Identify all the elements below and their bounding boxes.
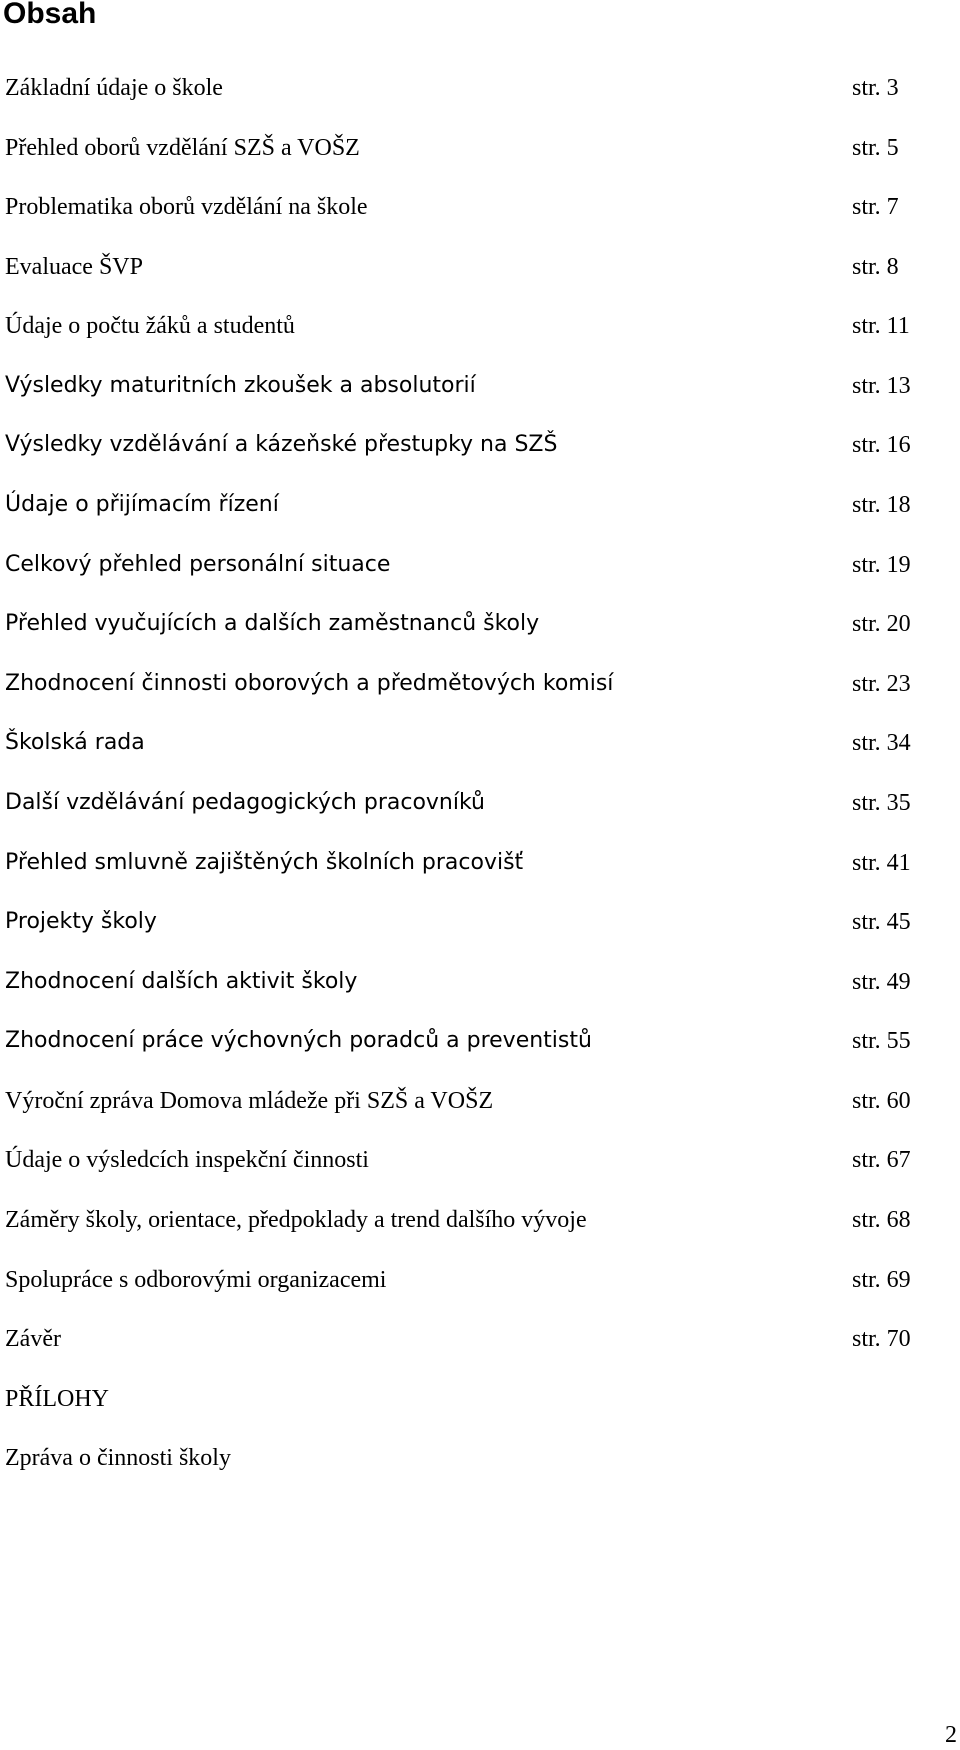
page-number: 2 — [945, 1722, 957, 1748]
toc-entry-title: Celkový přehled personální situace — [5, 552, 391, 577]
toc-entry[interactable] — [5, 366, 945, 406]
toc-entry-title: Přehled oborů vzdělání SZŠ a VOŠZ — [5, 135, 360, 161]
toc-entry-page: str. 8 — [852, 254, 899, 280]
toc-entry-page: str. 68 — [852, 1207, 911, 1233]
toc-entry-title: Evaluace ŠVP — [5, 254, 143, 280]
toc-entry[interactable] — [5, 425, 945, 465]
toc-entry[interactable] — [5, 1200, 945, 1240]
toc-entry-title: Výroční zpráva Domova mládeže při SZŠ a VOŠZ — [5, 1088, 494, 1114]
toc-entry[interactable] — [5, 843, 945, 883]
toc-entry[interactable] — [5, 68, 945, 108]
toc-entry-title: Závěr — [5, 1326, 61, 1352]
toc-entry[interactable] — [5, 902, 945, 942]
toc-entry[interactable] — [5, 1319, 945, 1359]
toc-entry-title: Výsledky vzdělávání a kázeňské přestupky na SZŠ — [5, 432, 558, 457]
toc-entry-title: Projekty školy — [5, 909, 157, 934]
toc-entry-title: Zhodnocení dalších aktivit školy — [5, 969, 358, 994]
toc-entry[interactable] — [5, 306, 945, 346]
toc-entry[interactable] — [5, 545, 945, 585]
toc-entry[interactable] — [5, 1260, 945, 1300]
toc-entry-page: str. 3 — [852, 75, 899, 101]
toc-entry[interactable] — [5, 604, 945, 644]
toc-entry-title: PŘÍLOHY — [5, 1386, 110, 1412]
page-title: Obsah — [3, 0, 97, 30]
toc-entry-page: str. 45 — [852, 909, 911, 935]
toc-entry-title: Školská rada — [5, 730, 145, 755]
toc-entry[interactable] — [5, 1140, 945, 1180]
toc-entry-page: str. 18 — [852, 492, 911, 518]
toc-entry-page: str. 20 — [852, 611, 911, 637]
toc-entry-page: str. 41 — [852, 850, 911, 876]
toc-entry-page: str. 69 — [852, 1267, 911, 1293]
toc-entry-page: str. 5 — [852, 135, 899, 161]
toc-entry-page: str. 7 — [852, 194, 899, 220]
toc-entry-title: Spolupráce s odborovými organizacemi — [5, 1267, 387, 1293]
toc-entry-title: Údaje o výsledcích inspekční činnosti — [5, 1147, 369, 1173]
toc-entry-page: str. 16 — [852, 432, 911, 458]
toc-entry[interactable] — [5, 128, 945, 168]
toc-entry-title: Zpráva o činnosti školy — [5, 1445, 231, 1471]
toc-section-heading[interactable] — [5, 1379, 945, 1419]
toc-entry[interactable] — [5, 1438, 945, 1478]
toc-entry-page: str. 23 — [852, 671, 911, 697]
toc-entry-page: str. 11 — [852, 313, 910, 339]
toc-entry-title: Základní údaje o škole — [5, 75, 223, 101]
toc-entry-page: str. 19 — [852, 552, 911, 578]
toc-entry[interactable] — [5, 247, 945, 287]
toc-entry-page: str. 34 — [852, 730, 911, 756]
toc-entry[interactable] — [5, 187, 945, 227]
toc-entry[interactable] — [5, 962, 945, 1002]
toc-entry-page: str. 67 — [852, 1147, 911, 1173]
toc-entry-title: Další vzdělávání pedagogických pracovníků — [5, 790, 485, 815]
toc-entry-page: str. 55 — [852, 1028, 911, 1054]
toc-entry-title: Záměry školy, orientace, předpoklady a trend dalšího vývoje — [5, 1207, 587, 1233]
toc-entry-title: Zhodnocení práce výchovných poradců a preventistů — [5, 1028, 592, 1053]
toc-entry-title: Výsledky maturitních zkoušek a absolutorií — [5, 373, 476, 398]
toc-entry-page: str. 13 — [852, 373, 911, 399]
toc-entry-page: str. 60 — [852, 1088, 911, 1114]
toc-entry[interactable] — [5, 1021, 945, 1061]
toc-entry-title: Přehled vyučujících a dalších zaměstnanců školy — [5, 611, 540, 636]
toc-entry-title: Zhodnocení činnosti oborových a předmětových komisí — [5, 671, 614, 696]
toc-entry-page: str. 35 — [852, 790, 911, 816]
toc-entry-page: str. 49 — [852, 969, 911, 995]
toc-entry[interactable] — [5, 485, 945, 525]
toc-entry[interactable] — [5, 723, 945, 763]
toc-entry[interactable] — [5, 664, 945, 704]
toc-entry-page: str. 70 — [852, 1326, 911, 1352]
toc-entry[interactable] — [5, 1081, 945, 1121]
toc-entry[interactable] — [5, 783, 945, 823]
toc-entry-title: Přehled smluvně zajištěných školních pracovišť — [5, 850, 524, 875]
toc-entry-title: Údaje o přijímacím řízení — [5, 492, 279, 517]
toc-entry-title: Údaje o počtu žáků a studentů — [5, 313, 295, 339]
toc-entry-title: Problematika oborů vzdělání na škole — [5, 194, 368, 220]
